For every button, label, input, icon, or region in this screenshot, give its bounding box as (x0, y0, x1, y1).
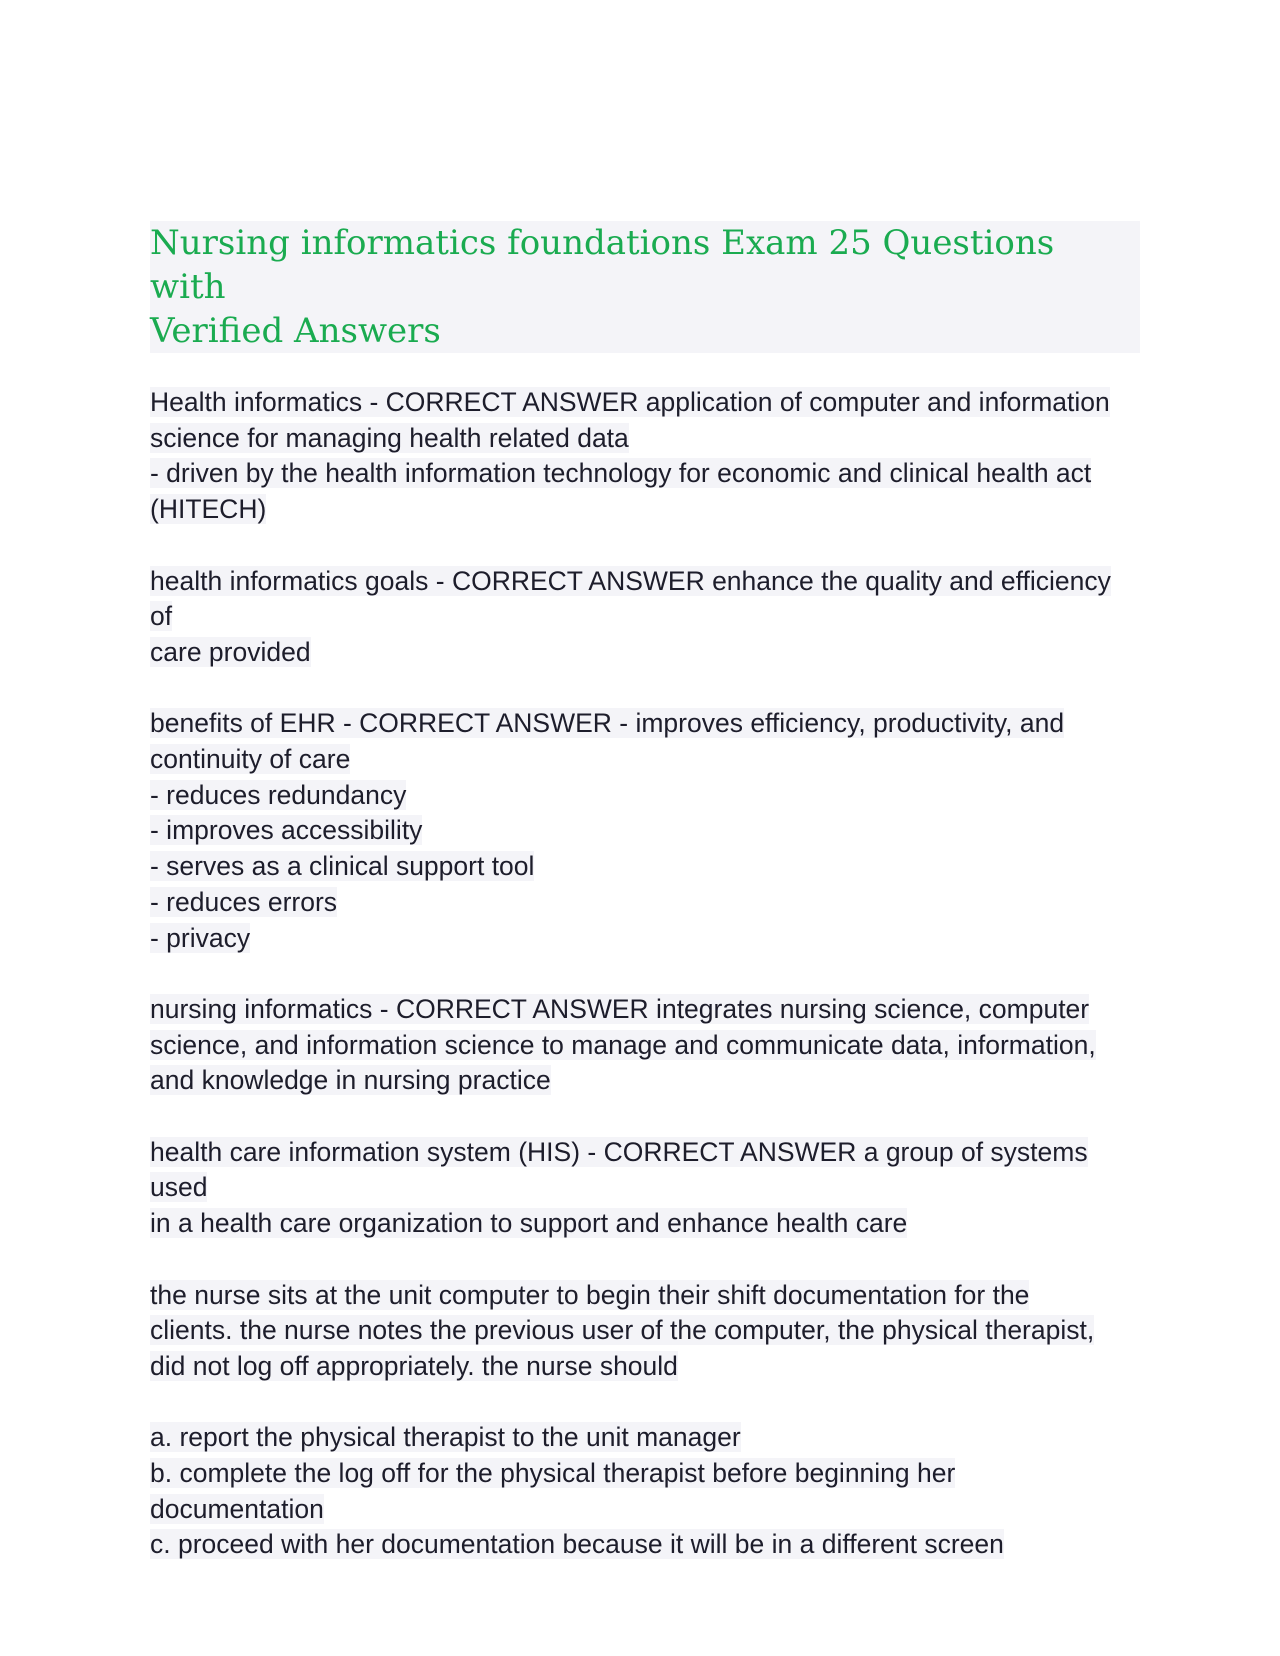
title-line: Verified Answers (150, 311, 441, 351)
qa-entry-question-scenario (150, 1278, 1140, 1385)
option-line: c. proceed with her documentation because it will be in a different screen (150, 1529, 1004, 1560)
qa-entry-health-informatics (150, 385, 1140, 528)
entry-line: health care information system (HIS) - CORRECT ANSWER a group of systems used (150, 1136, 1088, 1203)
entry-line: (HITECH) (150, 494, 267, 525)
entry-line: science for managing health related data (150, 422, 629, 453)
qa-entry-health-informatics-goals (150, 564, 1140, 671)
entry-line: - reduces errors (150, 886, 338, 917)
entry-line: clients. the nurse notes the previous user of the computer, the physical therapist, (150, 1315, 1095, 1346)
qa-entry-benefits-of-ehr (150, 706, 1140, 956)
qa-entry-question-options (150, 1420, 1140, 1563)
entry-line: - driven by the health information technology for economic and clinical health act (150, 458, 1092, 489)
entry-line: - improves accessibility (150, 815, 423, 846)
entry-line: in a health care organization to support and enhance health care (150, 1208, 908, 1239)
option-line: b. complete the log off for the physical therapist before beginning her (150, 1458, 956, 1488)
entry-line: the nurse sits at the unit computer to begin their shift documentation for the (150, 1279, 1030, 1310)
entry-line: nursing informatics - CORRECT ANSWER integrates nursing science, computer (150, 993, 1090, 1024)
entry-line: - reduces redundancy (150, 779, 407, 810)
entry-line: benefits of EHR - CORRECT ANSWER - improves efficiency, productivity, and (150, 708, 1065, 739)
entry-line: and knowledge in nursing practice (150, 1065, 551, 1096)
entry-line: did not log off appropriately. the nurse should (150, 1350, 678, 1381)
entry-line: continuity of care (150, 744, 351, 774)
option-line: a. report the physical therapist to the unit manager (150, 1422, 741, 1453)
title-line: Nursing informatics foundations Exam 25 Questions with (150, 223, 1055, 307)
document-title (150, 221, 1140, 353)
entry-line: science, and information science to manage and communicate data, information, (150, 1029, 1096, 1060)
qa-entry-health-care-information-system (150, 1135, 1140, 1242)
document-content (150, 221, 1140, 1599)
entry-line: - privacy (150, 922, 251, 953)
qa-entry-nursing-informatics (150, 992, 1140, 1099)
entry-line: - serves as a clinical support tool (150, 851, 535, 882)
entry-line: health informatics goals - CORRECT ANSWER enhance the quality and efficiency of (150, 565, 1111, 632)
entry-line: care provided (150, 636, 311, 667)
option-line: documentation (150, 1493, 324, 1524)
entry-line: Health informatics - CORRECT ANSWER application of computer and information (150, 387, 1110, 417)
